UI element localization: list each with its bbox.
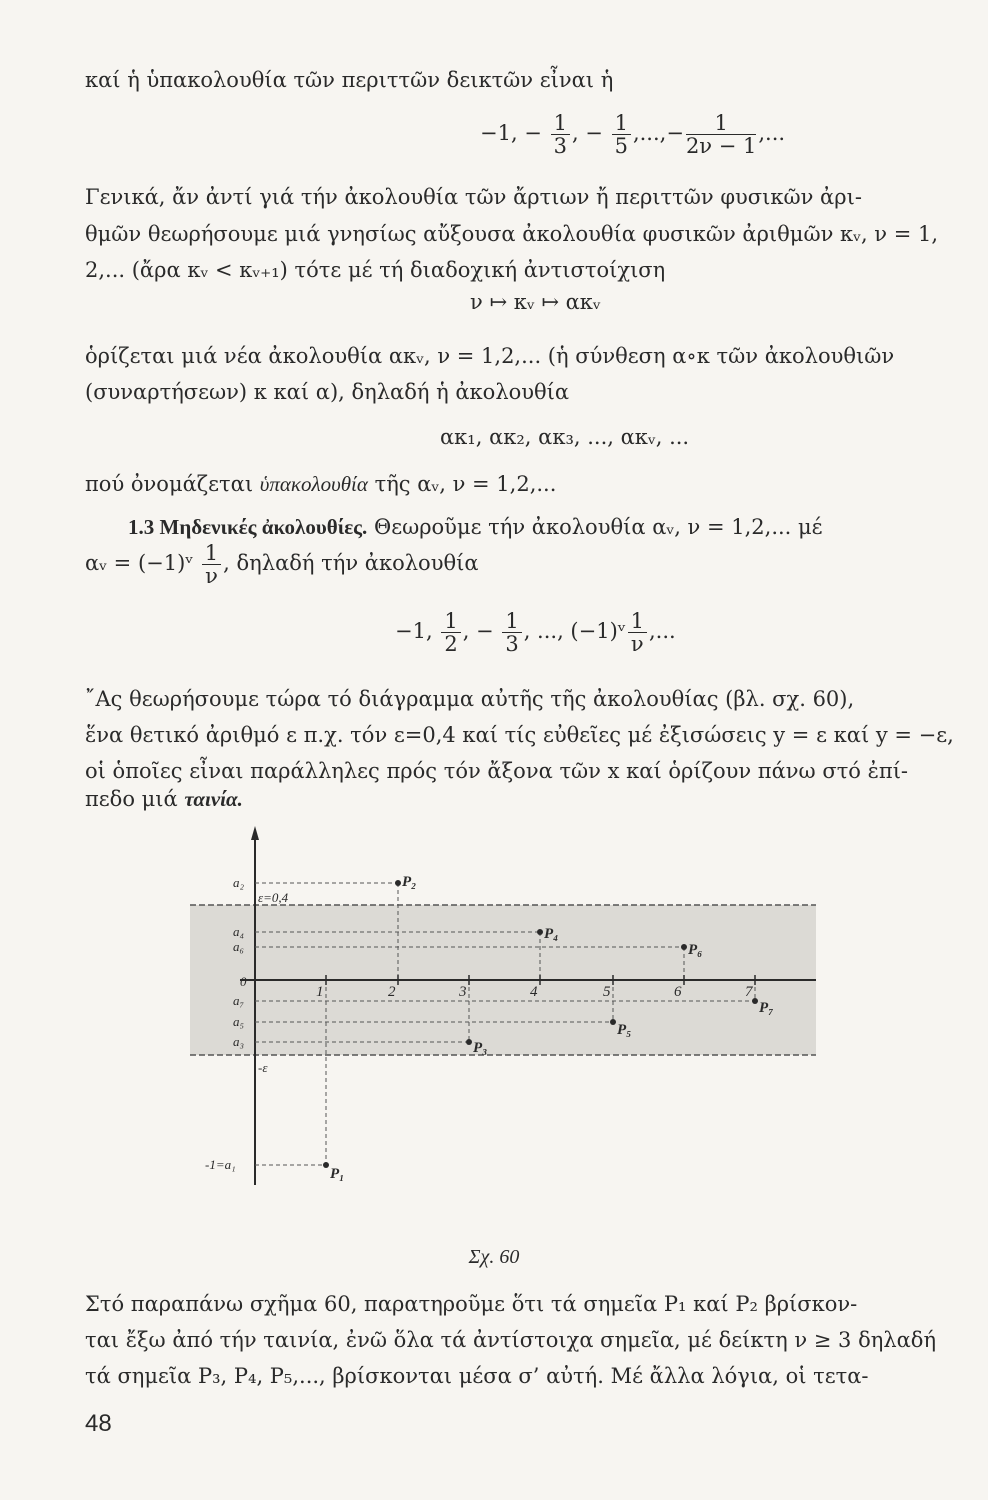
fraction-den: 5: [614, 134, 628, 158]
point-p3: [466, 1039, 472, 1045]
fraction-num: 1: [686, 112, 756, 135]
tick-label-4: 4: [530, 984, 538, 1000]
tick-label-7: 7: [745, 984, 753, 1000]
label-a5: a₅: [233, 1014, 245, 1029]
label-a2: a₂: [233, 875, 245, 890]
eq-part: ,...: [758, 121, 786, 145]
equation-mapping: ν ↦ κᵥ ↦ ακᵥ: [470, 290, 601, 314]
fraction-num: 1: [612, 112, 631, 135]
text-line-11: ἕνα θετικό ἀριθμό ε π.χ. τόν ε=0,4 καί τίς εὐθεῖες μέ ἐξισώσεις y = ε καί y = −ε,: [85, 723, 954, 747]
text-span: πεδο μιά: [85, 787, 185, 811]
eq-part: αᵥ = (−1)ᵛ: [85, 551, 200, 575]
term-subsequence: ὑπακολουθία: [259, 472, 368, 496]
page-number: 48: [85, 1410, 112, 1437]
fraction-den: 3: [553, 134, 567, 158]
label-a3: a₃: [233, 1034, 245, 1049]
fraction-num: 1: [628, 610, 647, 633]
tick-label-1: 1: [316, 984, 324, 1000]
fraction-den: ν: [630, 632, 644, 656]
label-p2: P₂: [402, 874, 417, 890]
text-span: δηλαδή τήν ἀκολουθία: [236, 551, 479, 575]
fraction-num: 1: [441, 610, 460, 633]
text-line-5: ὁρίζεται μιά νέα ἀκολουθία ακᵥ, ν = 1,2,... (ἡ σύνθεση α∘κ τῶν ἀκολουθιῶν: [85, 344, 895, 368]
text-line-15: ται ἔξω ἀπό τήν ταινία, ἐνῶ ὅλα τά ἀντίστοιχα σημεῖα, μέ δείκτη ν ≥ 3 δηλαδή: [85, 1328, 937, 1352]
label-a6: a₆: [233, 939, 245, 954]
point-p6: [681, 944, 687, 950]
tick-label-5: 5: [603, 984, 611, 1000]
label-p4: P₄: [544, 926, 559, 942]
text-line-14: Στό παραπάνω σχῆμα 60, παρατηροῦμε ὅτι τά σημεῖα P₁ καί P₂ βρίσκον-: [85, 1292, 858, 1316]
y-axis-arrow: [251, 826, 259, 840]
label-p6: P₆: [688, 942, 703, 958]
label-a4: a₄: [233, 924, 245, 939]
fraction-num: 1: [551, 112, 570, 135]
text-span: πού ὀνομάζεται: [85, 472, 260, 496]
label-zero: 0: [240, 974, 247, 989]
eq-part: ,: [223, 551, 237, 575]
figure-caption: Σχ. 60: [468, 1246, 520, 1268]
point-p5: [610, 1019, 616, 1025]
point-p4: [537, 929, 543, 935]
text-line-2: Γενικά, ἄν ἀντί γιά τήν ἀκολουθία τῶν ἄρτιων ἤ περιττῶν φυσικῶν ἀρι-: [85, 185, 862, 209]
label-p1: P₁: [330, 1166, 345, 1182]
text-span: τῆς αᵥ, ν = 1,2,...: [367, 472, 557, 496]
term-strip: ταινία.: [184, 787, 243, 811]
section-heading: 1.3 Μηδενικές ἀκολουθίες.: [128, 515, 368, 539]
eq-part: , −: [462, 619, 501, 643]
fraction-den: ν: [205, 564, 218, 588]
fraction-num: 1: [202, 542, 221, 565]
label-a1: -1=a₁: [205, 1157, 236, 1172]
eq-part: −1,: [395, 619, 440, 643]
eq-part: −1, −: [480, 121, 549, 145]
eq-part: ,...,−: [632, 121, 684, 145]
text-line-10: ῎Ας θεωρήσουμε τώρα τό διάγραμμα αὐτῆς τῆς ἀκολουθίας (βλ. σχ. 60),: [85, 687, 855, 711]
tick-label-6: 6: [674, 984, 682, 1000]
fraction-den: 3: [505, 632, 519, 656]
tick-label-3: 3: [459, 984, 467, 1000]
label-p7: P₇: [759, 1000, 774, 1016]
fraction-den: 2ν − 1: [685, 134, 757, 158]
label-eps: ε=0,4: [258, 890, 289, 905]
text-line-4: 2,... (ἄρα κᵥ < κᵥ₊₁) τότε μέ τή διαδοχική ἀντιστοίχιση: [85, 258, 666, 282]
point-p2: [395, 880, 401, 886]
text-line-3: θμῶν θεωρήσουμε μιά γνησίως αὔξουσα ἀκολουθία φυσικῶν ἀριθμῶν κᵥ, ν = 1,: [85, 222, 939, 246]
text-line-12: οἱ ὁποῖες εἶναι παράλληλες πρός τόν ἄξονα τῶν x καί ὁρίζουν πάνω στό ἐπί-: [85, 759, 909, 783]
label-p3: P₃: [473, 1040, 488, 1056]
label-p5: P₅: [617, 1022, 632, 1038]
text-line-16: τά σημεῖα P₃, P₄, P₅,..., βρίσκονται μέσα σ’ αὐτή. Μέ ἄλλα λόγια, οἱ τετα-: [85, 1364, 869, 1388]
label-neg-eps: -ε: [258, 1060, 268, 1075]
eq-part: , ..., (−1)ᵛ: [523, 619, 626, 643]
point-p1: [323, 1162, 329, 1168]
fraction-num: 1: [502, 610, 521, 633]
text-line-1: καί ἡ ὑπακολουθία τῶν περιττῶν δεικτῶν εἶναι ἡ: [85, 68, 614, 92]
eq-part: , −: [571, 121, 610, 145]
label-a7: a₇: [233, 993, 245, 1008]
fraction-den: 2: [444, 632, 458, 656]
point-p7: [752, 998, 758, 1004]
text-span: Θεωροῦμε τήν ἀκολουθία αᵥ, ν = 1,2,... μέ: [367, 515, 823, 539]
tick-label-2: 2: [388, 984, 396, 1000]
eq-part: ,...: [648, 619, 676, 643]
text-line-6: (συναρτήσεων) κ καί α), δηλαδή ἡ ἀκολουθία: [85, 380, 570, 404]
equation-subsequence: ακ₁, ακ₂, ακ₃, ..., ακᵥ, ...: [440, 425, 690, 449]
